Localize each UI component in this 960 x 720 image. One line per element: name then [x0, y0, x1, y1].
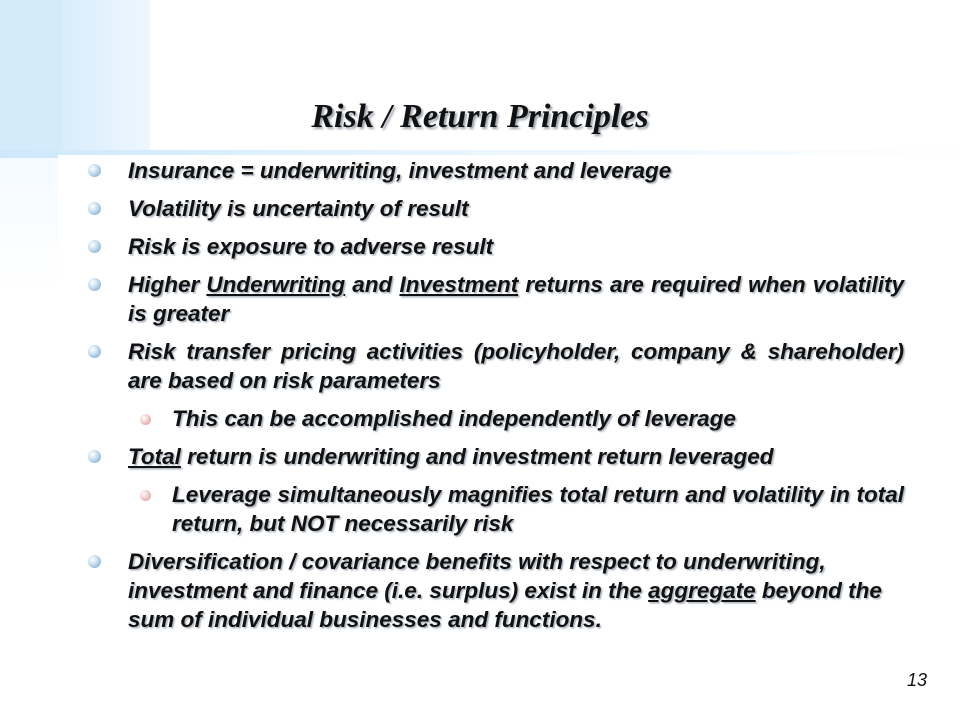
bullet-text: Volatility is uncertainty of result [128, 196, 469, 221]
underlined-total: Total [128, 444, 181, 469]
bullet-list [80, 156, 904, 643]
bullet-icon [88, 345, 101, 358]
bullet-icon [88, 164, 101, 177]
bullet-icon [88, 240, 101, 253]
bullet-icon [88, 202, 101, 215]
page-number: 13 [906, 670, 927, 690]
slide-title: Risk / Return Principles [311, 98, 649, 135]
bullet-text-end: returns are required when volatility is greater [128, 272, 905, 326]
sub-bullet-icon [140, 490, 151, 501]
bullet-item-1 [80, 156, 904, 185]
bullet-icon [88, 278, 101, 291]
bullet-icon [88, 450, 101, 463]
bullet-text: Risk is exposure to adverse result [128, 234, 494, 259]
bullet-item-2 [80, 194, 904, 223]
bullet-item-5 [80, 337, 904, 395]
underlined-investment: Investment [399, 272, 519, 297]
bullet-text-mid: and [345, 272, 400, 297]
bullet-text: Insurance = underwriting, investment and leverage [128, 158, 672, 183]
bullet-text: Risk transfer pricing activities (policyholder, company & shareholder) are based on risk parameters [128, 339, 904, 393]
sub-bullet-item-1 [80, 404, 904, 433]
bullet-item-3 [80, 232, 904, 261]
sub-bullet-text: This can be accomplished independently of leverage [172, 406, 736, 431]
sub-bullet-icon [140, 414, 151, 425]
bullet-icon [88, 555, 101, 568]
bullet-item-6 [80, 442, 904, 471]
bullet-text-start: Higher [128, 272, 207, 297]
bullet-text: return is underwriting and investment return leveraged [180, 444, 774, 469]
underlined-aggregate: aggregate [648, 578, 756, 603]
sub-bullet-item-2 [80, 480, 904, 538]
bullet-text-end: beyond the sum of individual businesses and functions. [128, 578, 882, 632]
bullet-item-4 [80, 270, 904, 328]
sub-bullet-text: Leverage simultaneously magnifies total return and volatility in total return, but NOT necessarily risk [172, 482, 904, 536]
bullet-text-start: Diversification / covariance benefits with respect to underwriting, investment and finance (i.e. surplus) exist in the [128, 549, 826, 603]
underlined-underwriting: Underwriting [206, 272, 346, 297]
bullet-item-7 [80, 547, 904, 634]
